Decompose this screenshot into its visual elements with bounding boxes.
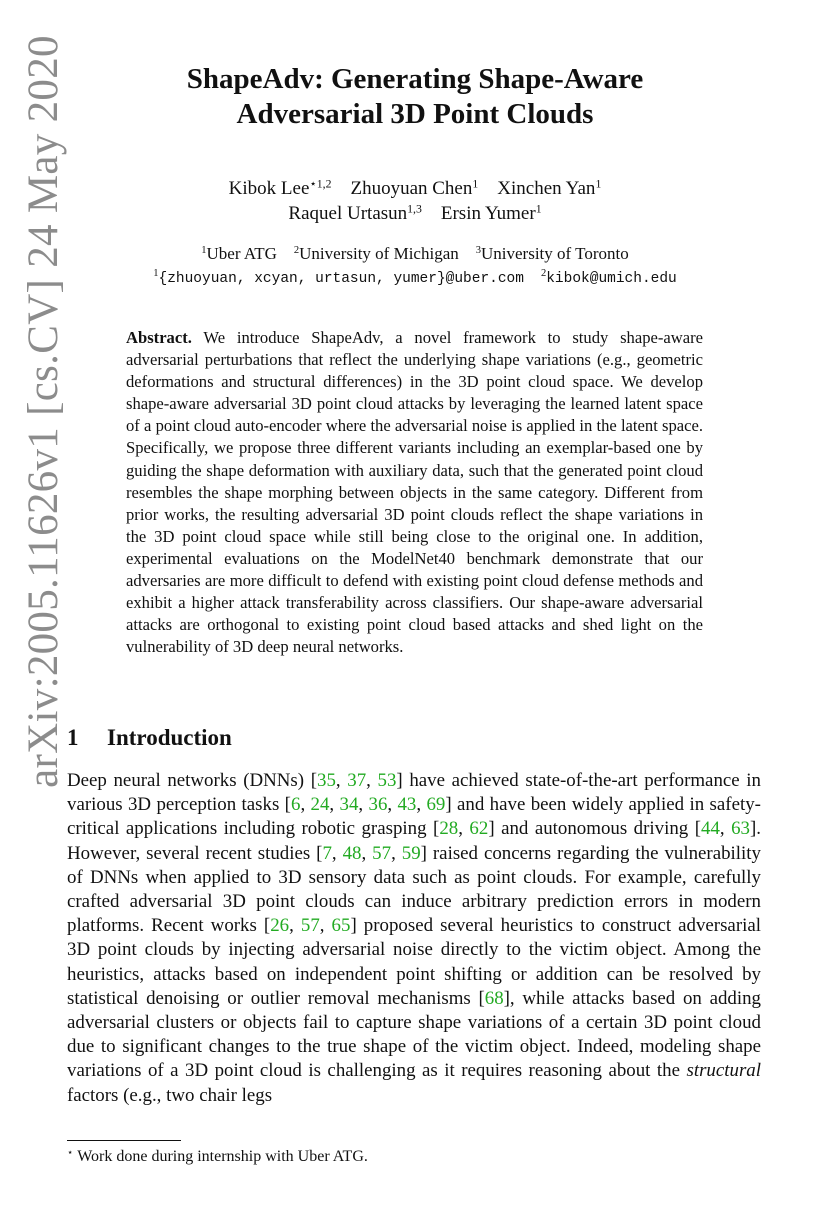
author-name: Raquel Urtasun [288, 203, 408, 224]
body-text: ]. However, several recent studies [ [67, 818, 761, 864]
citation-link[interactable]: 36 [368, 794, 388, 816]
section-number: 1 [67, 725, 79, 750]
email-mark: 2 [540, 268, 547, 280]
title-line-1: ShapeAdv: Generating Shape-Aware [186, 63, 644, 95]
citation-link[interactable]: 63 [731, 818, 750, 840]
email-mark: 1 [153, 268, 159, 280]
citation-link[interactable]: 43 [397, 794, 417, 816]
abstract [126, 327, 703, 658]
author-affil-mark: 1 [472, 177, 479, 191]
body-text: ] raised concerns regarding the vulnerability of DNNs when applied to 3D sensory data such as point clouds. For example, carefully crafted adversarial 3D point clouds can induce arbitrary prediction errors in modern platforms. Recent works [ [67, 842, 761, 937]
body-text: ] and autonomous driving [ [488, 818, 701, 840]
citation-link[interactable]: 57 [372, 842, 392, 864]
institution: University of Michigan [299, 244, 459, 263]
emphasis: structural [686, 1060, 761, 1082]
citation-link[interactable]: 28 [439, 818, 459, 840]
citation-link[interactable]: 37 [347, 770, 367, 791]
citation-link[interactable]: 59 [401, 842, 421, 864]
citation-link[interactable]: 57 [300, 915, 320, 937]
citation-link[interactable]: 68 [484, 987, 504, 1009]
author-affil-mark: 1 [595, 177, 602, 191]
citation-link[interactable]: 53 [377, 770, 397, 791]
institution-mark: 2 [293, 245, 300, 257]
citation-link[interactable]: 24 [310, 794, 330, 816]
institution-mark: 3 [475, 245, 482, 257]
author-name: Zhuoyuan Chen [350, 178, 473, 199]
citation-link[interactable]: 62 [469, 818, 489, 840]
arxiv-identifier: arXiv:2005.11626v1 [cs.CV] 24 May 2020 [19, 34, 67, 788]
citation-link[interactable]: 6 [290, 794, 301, 816]
email-line [70, 265, 760, 291]
footnote-text: Work done during internship with Uber ATG. [77, 1148, 368, 1165]
body-text: ] have achieved state-of-the-art performance in various 3D perception tasks [ [67, 770, 761, 816]
body-text: factors (e.g., two chair legs [67, 1084, 273, 1106]
citation-link[interactable]: 35 [317, 770, 336, 791]
email-address: kibok@umich.edu [546, 271, 677, 287]
author-name: Ersin Yumer [440, 203, 536, 224]
author-line-2 [70, 201, 760, 226]
author-affil-mark: 1,3 [407, 202, 422, 216]
body-text: ], while attacks based on adding adversarial clusters or objects fail to capture shape variations of a certain 3D point cloud due to significant changes to the true shape of the victim object. Indeed, modeling shape variations of a 3D point cloud is challenging as it requires reasoning about the [67, 987, 761, 1082]
citation-link[interactable]: 69 [426, 794, 446, 816]
author-name: Xinchen Yan [497, 178, 596, 199]
intro-paragraph: Deep neural networks (DNNs) [35, 37, 53] have achieved state-of-the-art performance in various 3D perception tasks [6, 24, 34, 36, 43, 69] and have been widely applied in safety-critical applications including robotic grasping [28, 62] and autonomous driving [44, 63]. However, several recent studies [7, 48, 57, 59] raised concerns regarding the vulnerability of DNNs when applied to 3D sensory data such as point clouds. For example, carefully crafted adversarial 3D point clouds can induce arbitrary prediction errors in modern platforms. Recent works [26, 57, 65] proposed several heuristics to construct adversarial 3D point clouds by injecting adversarial noise directly to the victim object. Among the heuristics, attacks based on independent point shifting or addition can be resolved by statistical denoising or outlier removal mechanisms [68], while attacks based on adding adversarial clusters or objects fail to capture shape variations of a certain 3D point cloud due to significant changes to the true shape of the victim object. Indeed, modeling shape variations of a 3D point cloud is challenging as it requires reasoning about the structural factors (e.g., two chair legs [67, 770, 761, 1106]
body-text: ] and have been widely applied in safety-critical applications including robotic grasping [ [67, 794, 761, 840]
footnote-rule [67, 1140, 181, 1141]
institution-mark: 1 [201, 245, 207, 257]
citation-link[interactable]: 26 [270, 915, 290, 937]
author-affil-mark: ⋆1,2 [309, 177, 332, 191]
institution-line [70, 242, 760, 265]
paper-title [70, 62, 760, 132]
footnote [67, 1148, 368, 1166]
citation-link[interactable]: 65 [331, 915, 351, 937]
abstract-text: We introduce ShapeAdv, a novel framework to study shape-aware adversarial perturbations that reflect the underlying shape variations (e.g., geometric deformations and structural differences) in the 3D point cloud space. We develop shape-aware adversarial 3D point cloud attacks by leveraging the learned latent space of a point cloud auto-encoder where the adversarial noise is applied in the latent space. Specifically, we propose three different variants including an exemplar-based one by guiding the shape deformation with auxiliary data, such that the generated point cloud resembles the shape morphing between objects in the same category. Different from prior works, the resulting adversarial 3D point clouds reflect the shape variations in the 3D point cloud space while still being close to the original one. In addition, experimental evaluations on the ModelNet40 benchmark demonstrate that our adversaries are more difficult to defend with existing point cloud defense methods and exhibit a higher attack transferability across classifiers. Our shape-aware adversarial attacks are orthogonal to existing point cloud based attacks and shed light on the vulnerability of 3D deep neural networks. [126, 328, 703, 657]
title-line-2: Adversarial 3D Point Clouds [236, 98, 594, 130]
citation-link[interactable]: 44 [701, 818, 720, 840]
body-text: Deep neural networks (DNNs) [ [67, 770, 317, 791]
footnote-mark: ⋆ [67, 1147, 74, 1159]
affiliations [70, 242, 760, 291]
body-text: ] proposed several heuristics to construct adversarial 3D point clouds by injecting adversarial noise directly to the victim object. Among the heuristics, attacks based on independent point shifting or addition can be resolved by statistical denoising or outlier removal mechanisms [ [67, 915, 761, 1009]
abstract-label: Abstract. [126, 328, 192, 347]
arxiv-stamp [12, 34, 74, 788]
author-name: Kibok Lee [228, 178, 310, 199]
citation-link[interactable]: 7 [322, 842, 332, 864]
section-title: Introduction [107, 725, 232, 750]
author-line-1 [70, 176, 760, 201]
author-affil-mark: 1 [535, 202, 542, 216]
section-heading [67, 725, 232, 751]
institution: University of Toronto [481, 244, 629, 263]
citation-link[interactable]: 34 [339, 794, 359, 816]
citation-link[interactable]: 48 [342, 842, 362, 864]
email-address: {zhuoyuan, xcyan, urtasun, yumer}@uber.com [158, 271, 524, 287]
author-list [70, 176, 760, 226]
institution: Uber ATG [206, 244, 277, 263]
